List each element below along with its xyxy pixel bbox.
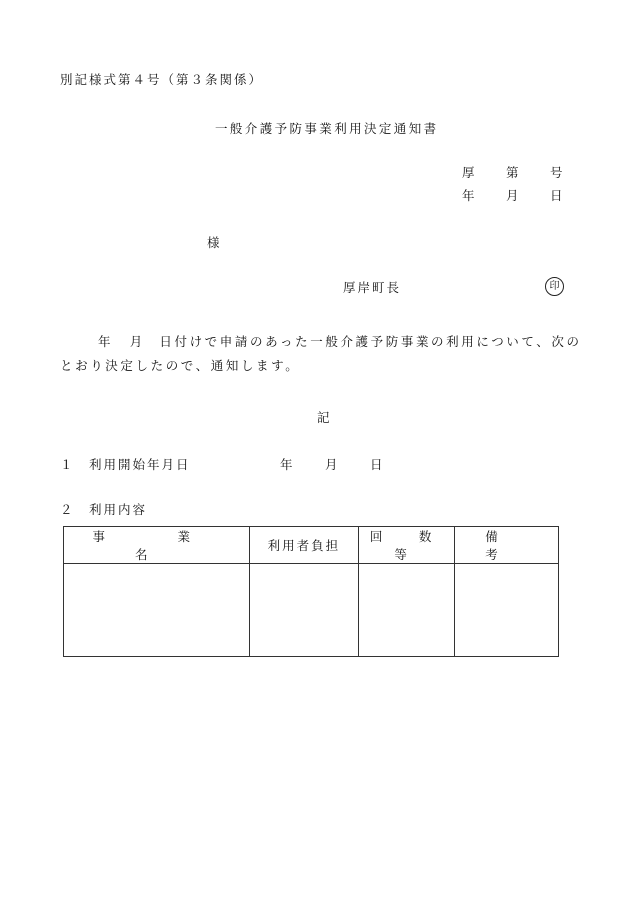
header-event-name: 事 業 名: [64, 527, 250, 564]
body-month: 月: [129, 334, 145, 349]
addressee-suffix: 様: [207, 235, 222, 250]
cell-user-cost: [249, 564, 359, 657]
cell-event-name: [64, 564, 250, 657]
item2-label: ２ 利用内容: [60, 502, 148, 517]
item1-month: 月: [325, 457, 340, 472]
header-user-cost: 利用者負担: [249, 527, 359, 564]
date-month: 月: [506, 188, 521, 203]
cell-count: [359, 564, 455, 657]
form-number: 別記様式第４号（第３条関係）: [60, 72, 264, 87]
body-paragraph: [60, 330, 590, 378]
header-count: 回 数 等: [359, 527, 455, 564]
table-row: [64, 564, 559, 657]
ki-heading: 記: [317, 410, 332, 425]
body-text: 日付けで申請のあった一般介護予防事業の利用について、次のとおり決定したので、通知します。: [60, 334, 582, 373]
date-day: 日: [550, 188, 565, 203]
doc-number-middle: 第: [506, 165, 521, 180]
date-year: 年: [462, 188, 477, 203]
issuer: 厚岸町長: [343, 280, 402, 295]
document-title: 一般介護予防事業利用決定通知書: [215, 121, 439, 136]
item1-day: 日: [370, 457, 385, 472]
doc-number-suffix: 号: [550, 165, 565, 180]
table-header-row: [64, 527, 559, 564]
body-year: 年: [98, 334, 114, 349]
item1-label: １ 利用開始年月日: [60, 457, 191, 472]
cell-notes: [455, 564, 559, 657]
seal-mark: 印: [545, 277, 564, 296]
header-notes: 備 考: [455, 527, 559, 564]
usage-table: [63, 526, 571, 657]
item1-year: 年: [280, 457, 295, 472]
doc-number-prefix: 厚: [462, 165, 477, 180]
